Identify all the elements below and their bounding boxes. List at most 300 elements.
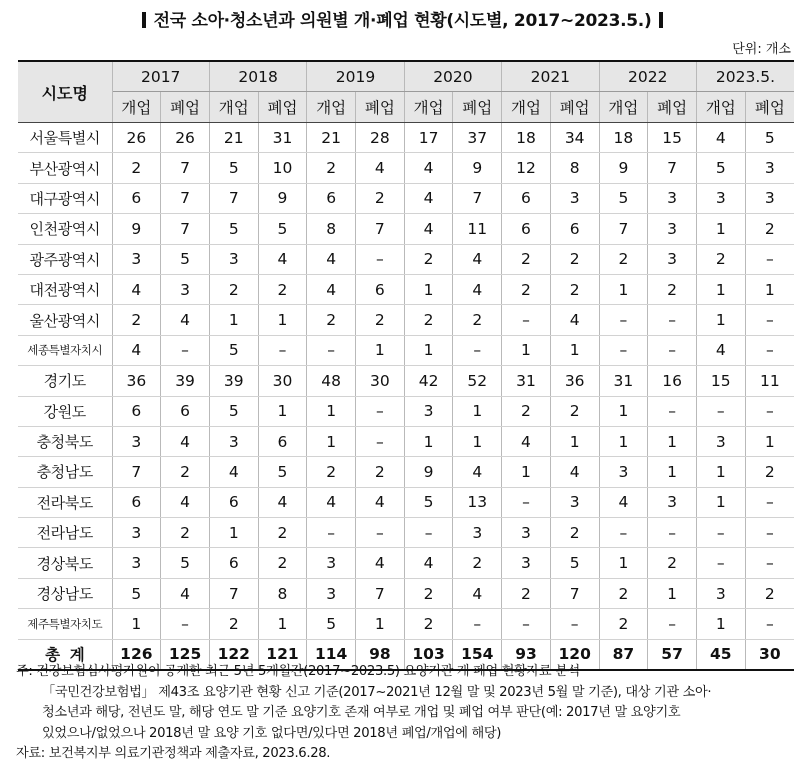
close-count-cell: 2 <box>648 548 697 578</box>
open-header: 개업 <box>307 92 356 123</box>
open-count-cell: 2 <box>502 244 551 274</box>
title-text: 전국 소아·청소년과 의원별 개·폐업 현황(시도별, 2017~2023.5.) <box>153 11 652 31</box>
open-count-cell: 6 <box>112 487 161 517</box>
close-count-cell: 7 <box>161 183 210 213</box>
open-count-cell: 1 <box>599 274 648 304</box>
open-count-cell: 2 <box>307 153 356 183</box>
table-row <box>18 457 794 487</box>
close-count-cell: 5 <box>161 244 210 274</box>
open-count-cell: 3 <box>307 548 356 578</box>
year-header: 2019 <box>307 61 404 92</box>
open-count-cell: 2 <box>209 609 258 639</box>
table-row <box>18 426 794 456</box>
open-close-table <box>18 60 794 671</box>
close-count-cell: 1 <box>356 609 405 639</box>
open-count-cell: 1 <box>696 457 745 487</box>
total-close-cell: 154 <box>453 639 502 670</box>
close-count-cell: 7 <box>648 153 697 183</box>
region-cell: 광주광역시 <box>18 244 112 274</box>
region-cell: 서울특별시 <box>18 123 112 153</box>
open-count-cell: 3 <box>112 426 161 456</box>
open-count-cell: 7 <box>112 457 161 487</box>
unit-label: 단위: 개소 <box>732 42 791 57</box>
close-count-cell: 6 <box>258 426 307 456</box>
close-count-cell: 3 <box>550 487 599 517</box>
open-count-cell: 1 <box>696 274 745 304</box>
open-count-cell: – <box>307 335 356 365</box>
total-close-cell: 57 <box>648 639 697 670</box>
close-count-cell: 5 <box>745 123 794 153</box>
open-count-cell: 4 <box>696 335 745 365</box>
open-count-cell: 48 <box>307 366 356 396</box>
close-count-cell: – <box>648 305 697 335</box>
year-header: 2021 <box>502 61 599 92</box>
year-header: 2023.5. <box>696 61 794 92</box>
close-count-cell: – <box>648 609 697 639</box>
close-count-cell: 1 <box>550 426 599 456</box>
open-count-cell: 3 <box>696 183 745 213</box>
total-open-cell: 87 <box>599 639 648 670</box>
close-count-cell: 3 <box>648 244 697 274</box>
close-count-cell: 9 <box>258 183 307 213</box>
close-count-cell: 13 <box>453 487 502 517</box>
close-header: 폐업 <box>745 92 794 123</box>
open-count-cell: 5 <box>307 609 356 639</box>
close-count-cell: 2 <box>648 274 697 304</box>
close-count-cell: 2 <box>745 457 794 487</box>
close-count-cell: 1 <box>550 335 599 365</box>
open-count-cell: 7 <box>209 183 258 213</box>
close-count-cell: 34 <box>550 123 599 153</box>
close-count-cell: 2 <box>356 457 405 487</box>
close-count-cell: 15 <box>648 123 697 153</box>
close-count-cell: 1 <box>453 426 502 456</box>
open-count-cell: – <box>404 518 453 548</box>
close-count-cell: 1 <box>745 426 794 456</box>
close-count-cell: 6 <box>161 396 210 426</box>
open-header: 개업 <box>209 92 258 123</box>
open-count-cell: 6 <box>209 487 258 517</box>
open-count-cell: 1 <box>209 518 258 548</box>
close-count-cell: 5 <box>550 548 599 578</box>
open-count-cell: 4 <box>404 214 453 244</box>
close-count-cell: 30 <box>258 366 307 396</box>
open-count-cell: 2 <box>404 609 453 639</box>
open-count-cell: – <box>502 305 551 335</box>
close-header: 폐업 <box>648 92 697 123</box>
close-count-cell: 1 <box>258 609 307 639</box>
close-count-cell: 7 <box>453 183 502 213</box>
close-count-cell: 2 <box>161 457 210 487</box>
close-count-cell: – <box>161 335 210 365</box>
close-count-cell: 1 <box>356 335 405 365</box>
close-count-cell: – <box>745 518 794 548</box>
close-count-cell: 39 <box>161 366 210 396</box>
close-count-cell: – <box>453 609 502 639</box>
close-count-cell: 2 <box>550 274 599 304</box>
total-label: 총 계 <box>18 639 112 670</box>
open-count-cell: 3 <box>112 244 161 274</box>
close-count-cell: 2 <box>453 548 502 578</box>
region-cell: 경기도 <box>18 366 112 396</box>
open-count-cell: – <box>696 548 745 578</box>
total-open-cell: 114 <box>307 639 356 670</box>
total-close-cell: 125 <box>161 639 210 670</box>
open-count-cell: 1 <box>696 305 745 335</box>
open-count-cell: 1 <box>599 396 648 426</box>
open-count-cell: 5 <box>209 214 258 244</box>
open-count-cell: 3 <box>502 548 551 578</box>
open-count-cell: 36 <box>112 366 161 396</box>
close-count-cell: – <box>745 396 794 426</box>
open-count-cell: – <box>502 609 551 639</box>
open-count-cell: 1 <box>696 609 745 639</box>
close-header: 폐업 <box>550 92 599 123</box>
close-count-cell: – <box>356 426 405 456</box>
open-count-cell: 26 <box>112 123 161 153</box>
close-count-cell: 2 <box>356 305 405 335</box>
close-count-cell: – <box>356 518 405 548</box>
open-count-cell: 6 <box>307 183 356 213</box>
open-count-cell: 2 <box>696 244 745 274</box>
open-count-cell: 3 <box>307 578 356 608</box>
close-count-cell: 11 <box>453 214 502 244</box>
open-header: 개업 <box>599 92 648 123</box>
open-count-cell: 12 <box>502 153 551 183</box>
open-count-cell: 39 <box>209 366 258 396</box>
open-count-cell: 21 <box>307 123 356 153</box>
close-count-cell: – <box>648 396 697 426</box>
open-header: 개업 <box>112 92 161 123</box>
close-count-cell: 11 <box>745 366 794 396</box>
close-count-cell: – <box>745 244 794 274</box>
title-bar-left <box>142 12 146 28</box>
open-count-cell: 2 <box>404 244 453 274</box>
close-count-cell: 7 <box>161 214 210 244</box>
close-count-cell: 1 <box>258 305 307 335</box>
close-count-cell: 2 <box>356 183 405 213</box>
close-count-cell: 4 <box>161 487 210 517</box>
total-close-cell: 98 <box>356 639 405 670</box>
open-count-cell: 2 <box>502 274 551 304</box>
region-cell: 충청북도 <box>18 426 112 456</box>
open-count-cell: 1 <box>696 214 745 244</box>
region-cell: 부산광역시 <box>18 153 112 183</box>
open-count-cell: 3 <box>404 396 453 426</box>
open-count-cell: 2 <box>502 396 551 426</box>
close-count-cell: 8 <box>550 153 599 183</box>
close-count-cell: 1 <box>648 578 697 608</box>
table-row <box>18 396 794 426</box>
close-count-cell: 5 <box>258 457 307 487</box>
open-count-cell: 6 <box>502 183 551 213</box>
close-count-cell: 2 <box>550 518 599 548</box>
open-count-cell: 5 <box>696 153 745 183</box>
close-count-cell: 30 <box>356 366 405 396</box>
table-row <box>18 518 794 548</box>
open-count-cell: 17 <box>404 123 453 153</box>
close-count-cell: 36 <box>550 366 599 396</box>
open-count-cell: 2 <box>307 457 356 487</box>
total-open-cell: 45 <box>696 639 745 670</box>
open-count-cell: 1 <box>307 396 356 426</box>
region-cell: 경상북도 <box>18 548 112 578</box>
note-line: 「국민건강보험법」 제43조 요양기관 현황 신고 기준(2017~2021년 12월 말 및 2023년 5월 말 기준), 대상 기관 소아· <box>42 684 712 700</box>
total-close-cell: 30 <box>745 639 794 670</box>
open-count-cell: 8 <box>307 214 356 244</box>
open-count-cell: 2 <box>112 305 161 335</box>
table-row <box>18 487 794 517</box>
year-header: 2018 <box>209 61 306 92</box>
close-count-cell: 1 <box>648 426 697 456</box>
open-count-cell: 42 <box>404 366 453 396</box>
notes <box>16 662 801 765</box>
total-open-cell: 93 <box>502 639 551 670</box>
open-count-cell: – <box>696 396 745 426</box>
open-count-cell: 18 <box>599 123 648 153</box>
close-count-cell: 5 <box>161 548 210 578</box>
open-count-cell: 3 <box>502 518 551 548</box>
open-count-cell: 3 <box>696 578 745 608</box>
open-header: 개업 <box>404 92 453 123</box>
open-count-cell: 1 <box>112 609 161 639</box>
open-count-cell: 2 <box>209 274 258 304</box>
table-body <box>18 123 794 670</box>
year-header-row <box>18 61 794 92</box>
open-count-cell: 1 <box>502 457 551 487</box>
open-count-cell: 1 <box>404 335 453 365</box>
open-count-cell: 2 <box>404 578 453 608</box>
close-count-cell: 4 <box>453 457 502 487</box>
total-open-cell: 103 <box>404 639 453 670</box>
close-count-cell: – <box>745 487 794 517</box>
open-count-cell: 5 <box>209 335 258 365</box>
open-count-cell: – <box>307 518 356 548</box>
region-cell: 경상남도 <box>18 578 112 608</box>
close-count-cell: 4 <box>356 548 405 578</box>
open-count-cell: 18 <box>502 123 551 153</box>
close-count-cell: 26 <box>161 123 210 153</box>
open-count-cell: 5 <box>209 153 258 183</box>
close-count-cell: 7 <box>356 578 405 608</box>
close-count-cell: 2 <box>453 305 502 335</box>
open-count-cell: 9 <box>112 214 161 244</box>
close-count-cell: 1 <box>745 274 794 304</box>
total-open-cell: 122 <box>209 639 258 670</box>
close-count-cell: 1 <box>648 457 697 487</box>
close-count-cell: – <box>161 609 210 639</box>
close-count-cell: – <box>356 396 405 426</box>
table-title <box>0 6 805 31</box>
open-header: 개업 <box>696 92 745 123</box>
close-count-cell: 3 <box>648 487 697 517</box>
close-count-cell: 2 <box>161 518 210 548</box>
table-row <box>18 609 794 639</box>
open-count-cell: 4 <box>404 153 453 183</box>
close-count-cell: 4 <box>550 457 599 487</box>
open-count-cell: 1 <box>209 305 258 335</box>
close-count-cell: 2 <box>550 244 599 274</box>
open-count-cell: 4 <box>599 487 648 517</box>
open-count-cell: 2 <box>404 305 453 335</box>
source-line: 자료: 보건복지부 의료기관정책과 제출자료, 2023.6.28. <box>16 746 331 761</box>
close-header: 폐업 <box>258 92 307 123</box>
close-count-cell: – <box>550 609 599 639</box>
region-cell: 인천광역시 <box>18 214 112 244</box>
total-close-cell: 120 <box>550 639 599 670</box>
close-count-cell: 6 <box>550 214 599 244</box>
table-row <box>18 366 794 396</box>
close-count-cell: 37 <box>453 123 502 153</box>
close-count-cell: – <box>258 335 307 365</box>
open-count-cell: 5 <box>112 578 161 608</box>
note-line: 주: 건강보험심사평가원이 공개한 최근 5년 5개월간(2017~2023.5) 요양기관 개·폐업 현황자료 분석 <box>16 664 580 679</box>
close-count-cell: – <box>745 548 794 578</box>
open-count-cell: 3 <box>696 426 745 456</box>
close-count-cell: 2 <box>258 518 307 548</box>
close-count-cell: 3 <box>648 183 697 213</box>
close-count-cell: 4 <box>550 305 599 335</box>
open-count-cell: 4 <box>112 274 161 304</box>
open-count-cell: 9 <box>599 153 648 183</box>
year-header: 2017 <box>112 61 209 92</box>
region-cell: 전라북도 <box>18 487 112 517</box>
close-count-cell: – <box>453 335 502 365</box>
total-open-cell: 126 <box>112 639 161 670</box>
close-count-cell: 9 <box>453 153 502 183</box>
close-count-cell: 31 <box>258 123 307 153</box>
open-count-cell: 4 <box>307 244 356 274</box>
close-count-cell: – <box>745 305 794 335</box>
close-count-cell: 4 <box>258 487 307 517</box>
open-count-cell: – <box>502 487 551 517</box>
open-count-cell: 1 <box>696 487 745 517</box>
open-count-cell: – <box>696 518 745 548</box>
open-count-cell: 1 <box>599 426 648 456</box>
open-count-cell: 5 <box>404 487 453 517</box>
open-count-cell: 3 <box>209 426 258 456</box>
close-count-cell: 4 <box>356 153 405 183</box>
open-count-cell: 6 <box>502 214 551 244</box>
open-count-cell: 31 <box>599 366 648 396</box>
close-count-cell: – <box>356 244 405 274</box>
close-count-cell: 6 <box>356 274 405 304</box>
table-row <box>18 274 794 304</box>
open-count-cell: 6 <box>112 396 161 426</box>
close-count-cell: 10 <box>258 153 307 183</box>
open-count-cell: 4 <box>209 457 258 487</box>
open-count-cell: 7 <box>209 578 258 608</box>
open-count-cell: 3 <box>209 244 258 274</box>
open-count-cell: 3 <box>599 457 648 487</box>
table-row <box>18 305 794 335</box>
kind-header-row <box>18 92 794 123</box>
open-count-cell: – <box>599 335 648 365</box>
close-count-cell: 2 <box>258 274 307 304</box>
open-count-cell: 2 <box>307 305 356 335</box>
close-count-cell: 3 <box>745 183 794 213</box>
close-count-cell: 28 <box>356 123 405 153</box>
table-row <box>18 123 794 153</box>
close-count-cell: 3 <box>453 518 502 548</box>
close-count-cell: 5 <box>258 214 307 244</box>
close-count-cell: 4 <box>453 578 502 608</box>
close-count-cell: 7 <box>356 214 405 244</box>
close-count-cell: 7 <box>161 153 210 183</box>
open-count-cell: 1 <box>404 274 453 304</box>
open-count-cell: 31 <box>502 366 551 396</box>
open-count-cell: 1 <box>599 548 648 578</box>
table-row <box>18 578 794 608</box>
close-count-cell: 4 <box>161 426 210 456</box>
close-header: 폐업 <box>356 92 405 123</box>
close-count-cell: – <box>745 609 794 639</box>
open-count-cell: 4 <box>404 183 453 213</box>
region-cell: 충청남도 <box>18 457 112 487</box>
open-count-cell: 4 <box>404 548 453 578</box>
region-cell: 전라남도 <box>18 518 112 548</box>
open-count-cell: 15 <box>696 366 745 396</box>
table-row <box>18 153 794 183</box>
year-header: 2022 <box>599 61 696 92</box>
open-count-cell: 4 <box>307 487 356 517</box>
close-count-cell: 4 <box>161 578 210 608</box>
close-count-cell: 2 <box>745 578 794 608</box>
close-count-cell: 3 <box>550 183 599 213</box>
close-count-cell: 52 <box>453 366 502 396</box>
close-count-cell: – <box>648 335 697 365</box>
open-count-cell: 1 <box>404 426 453 456</box>
close-header: 폐업 <box>453 92 502 123</box>
year-header: 2020 <box>404 61 501 92</box>
close-count-cell: 2 <box>258 548 307 578</box>
open-count-cell: 1 <box>307 426 356 456</box>
table-row <box>18 244 794 274</box>
note-line: 청소년과 해당, 전년도 말, 해당 연도 말 기준 요양기호 존재 여부로 개업 및 폐업 여부 판단(예: 2017년 말 요양기호 <box>42 705 681 720</box>
region-cell: 대전광역시 <box>18 274 112 304</box>
open-header: 개업 <box>502 92 551 123</box>
region-cell: 강원도 <box>18 396 112 426</box>
open-count-cell: 4 <box>112 335 161 365</box>
close-count-cell: – <box>648 518 697 548</box>
open-count-cell: 2 <box>599 244 648 274</box>
open-count-cell: 9 <box>404 457 453 487</box>
total-close-cell: 121 <box>258 639 307 670</box>
region-cell: 세종특별자치시 <box>18 335 112 365</box>
open-count-cell: – <box>599 305 648 335</box>
open-count-cell: 1 <box>502 335 551 365</box>
close-count-cell: 16 <box>648 366 697 396</box>
table-row <box>18 214 794 244</box>
open-count-cell: 2 <box>112 153 161 183</box>
close-count-cell: 2 <box>550 396 599 426</box>
close-count-cell: – <box>745 335 794 365</box>
region-column-header: 시도명 <box>18 61 112 123</box>
open-count-cell: 2 <box>502 578 551 608</box>
close-count-cell: 7 <box>550 578 599 608</box>
close-count-cell: 4 <box>356 487 405 517</box>
open-count-cell: 6 <box>112 183 161 213</box>
table-row <box>18 335 794 365</box>
close-count-cell: 3 <box>161 274 210 304</box>
close-count-cell: 3 <box>648 214 697 244</box>
open-count-cell: 2 <box>599 609 648 639</box>
close-count-cell: 1 <box>258 396 307 426</box>
open-count-cell: 3 <box>112 548 161 578</box>
open-count-cell: 3 <box>112 518 161 548</box>
close-count-cell: 3 <box>745 153 794 183</box>
close-count-cell: 4 <box>453 244 502 274</box>
